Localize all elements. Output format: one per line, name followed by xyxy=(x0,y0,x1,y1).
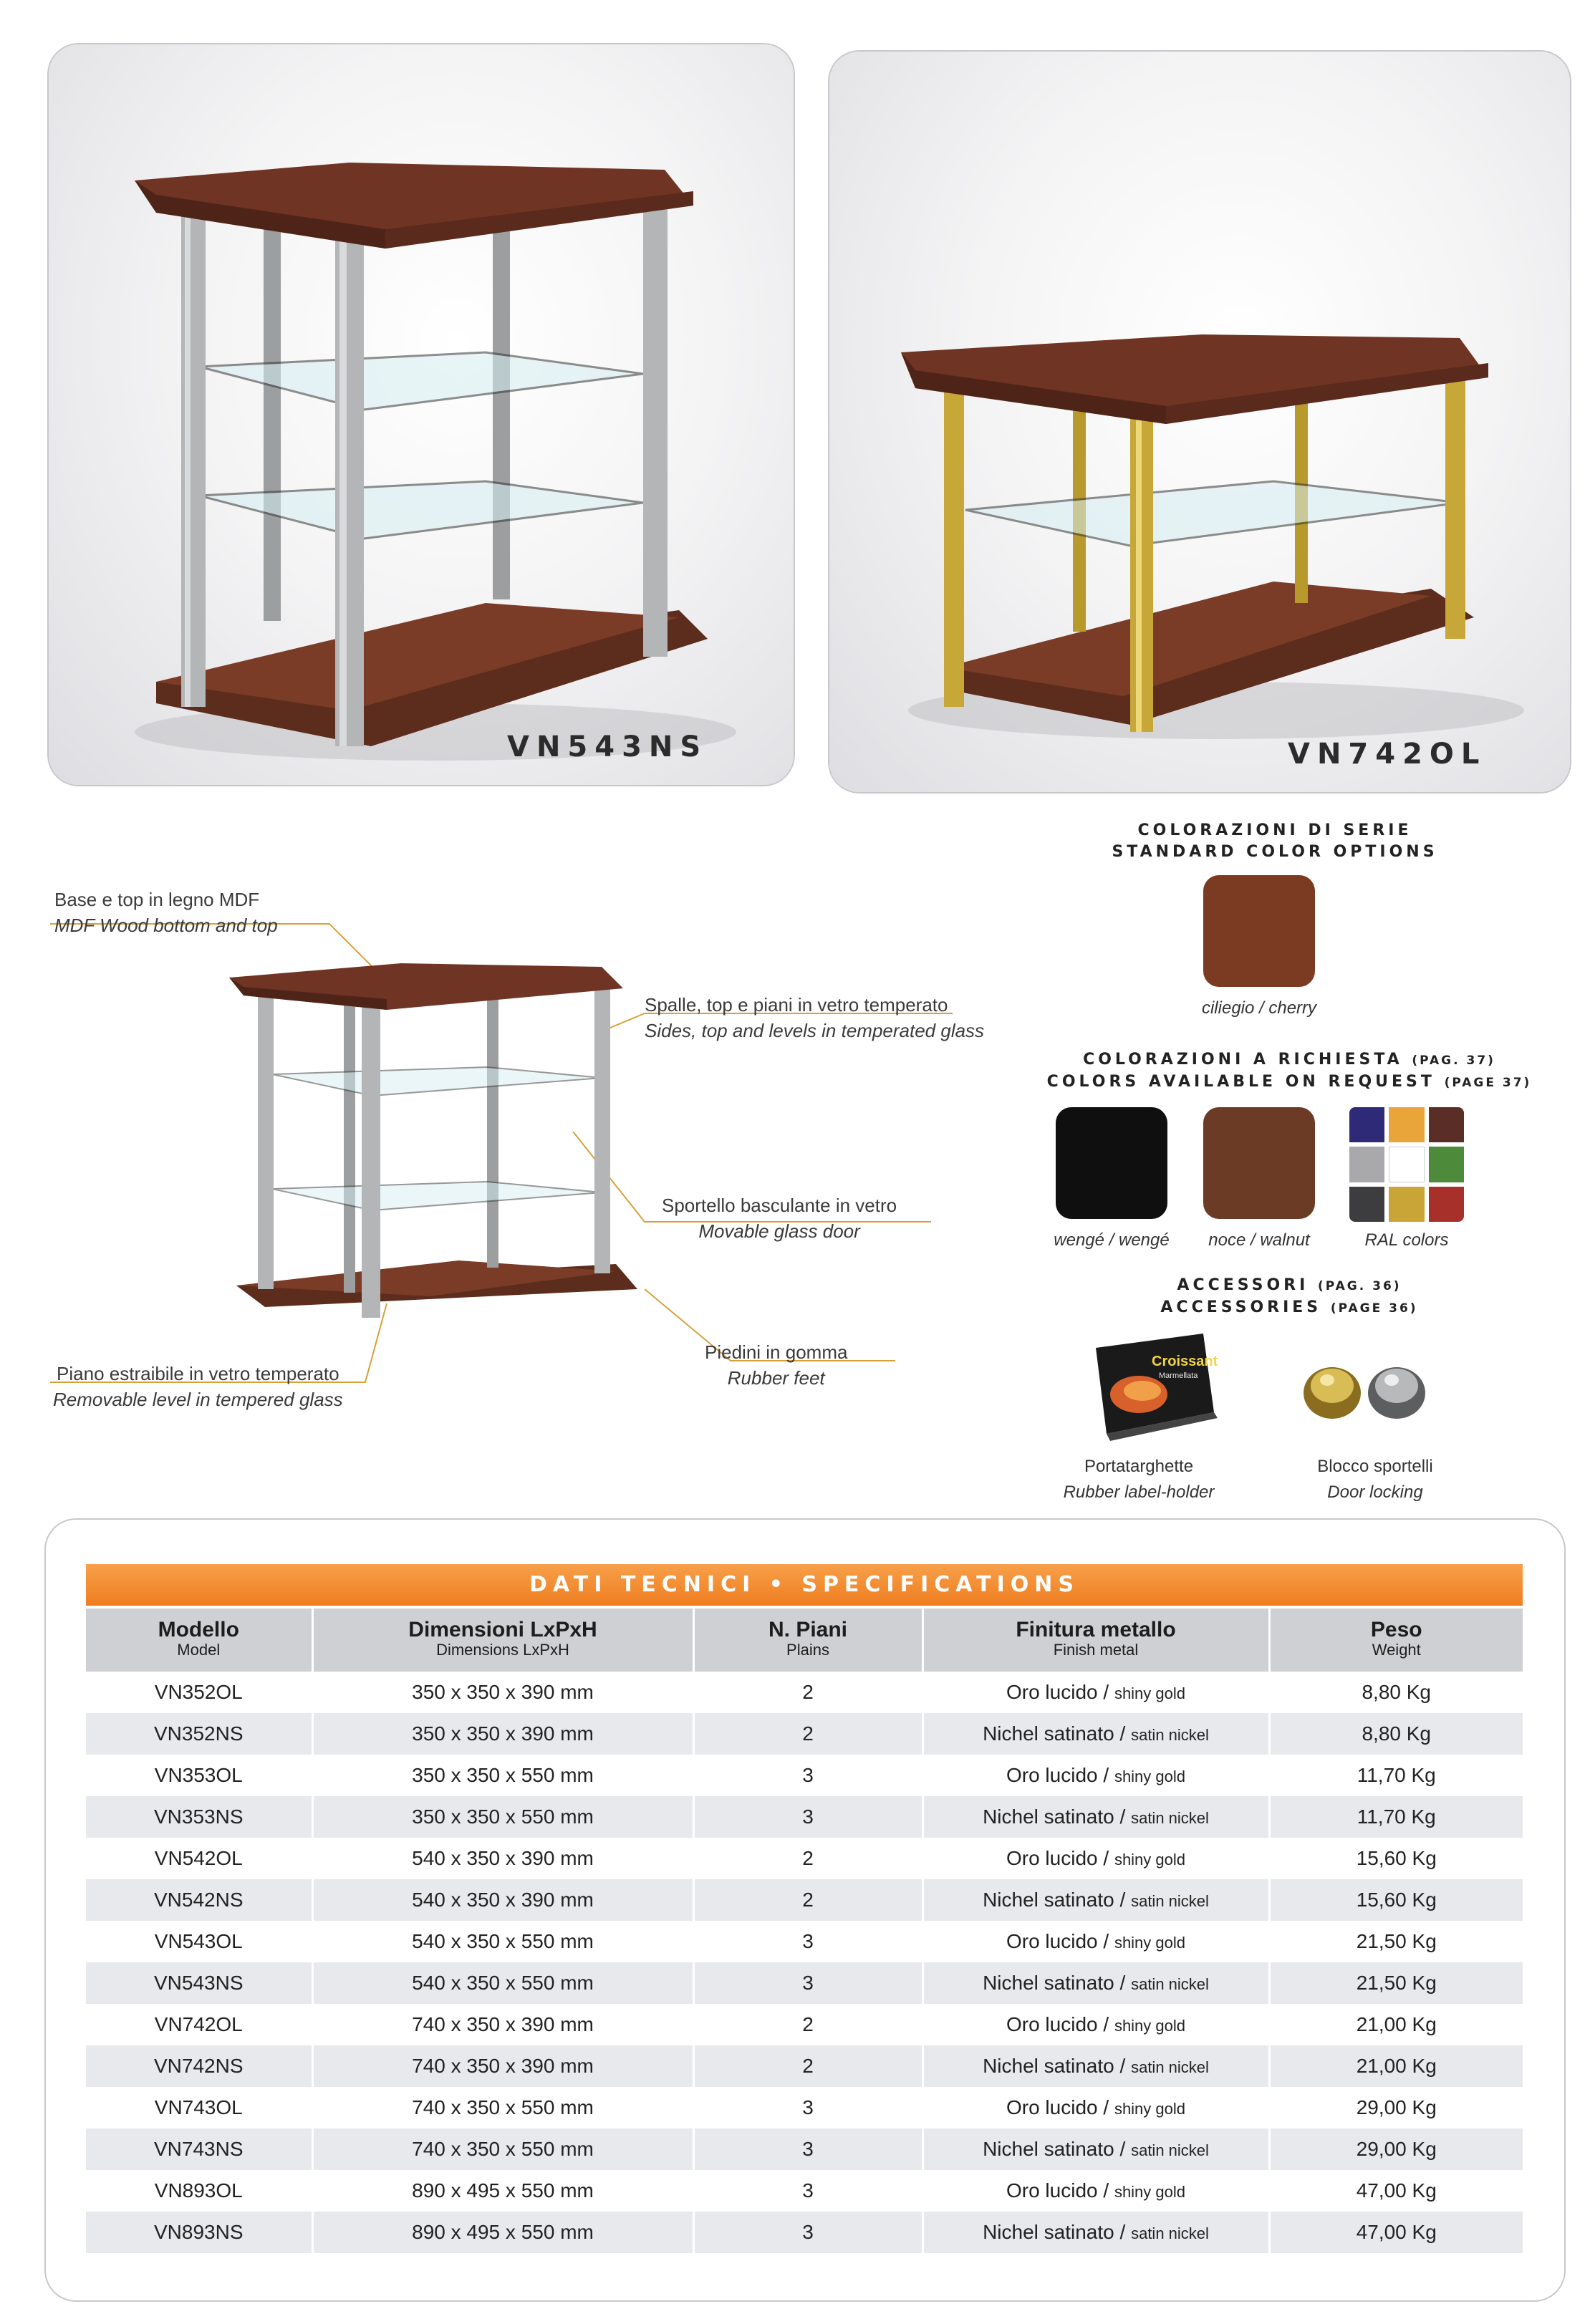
finish-en: shiny gold xyxy=(1114,2017,1186,2035)
finish-cell xyxy=(922,2170,1269,2212)
table-row xyxy=(86,1962,1523,2004)
table-row xyxy=(86,2170,1523,2212)
ral-color-cell xyxy=(1429,1147,1464,1183)
model-cell: VN543NS xyxy=(86,1962,312,2004)
heading-it-page: (PAG. 36) xyxy=(1317,1279,1402,1293)
accessory-name-en: Rubber label-holder xyxy=(1063,1482,1215,1502)
weight-cell: 21,00 Kg xyxy=(1356,2013,1437,2035)
finish-separator: / xyxy=(1114,1722,1132,1745)
accessory-name-it: Portatarghette xyxy=(1084,1457,1194,1476)
color-swatch-walnut xyxy=(1203,1107,1315,1219)
heading-it: ACCESSORI xyxy=(1177,1276,1309,1294)
table-row xyxy=(86,2212,1523,2253)
finish-separator: / xyxy=(1114,1972,1132,1994)
finish-it: Oro lucido xyxy=(1006,2013,1098,2035)
weight-cell: 47,00 Kg xyxy=(1269,2212,1523,2253)
column-header-dimensions xyxy=(312,1609,693,1672)
finish-it: Nichel satinato xyxy=(983,2055,1114,2077)
weight-cell: 29,00 Kg xyxy=(1269,2128,1523,2170)
weight-cell: 8,80 Kg xyxy=(1269,1713,1523,1755)
finish-it: Oro lucido xyxy=(1006,2096,1098,2118)
weight-cell: 8,80 Kg xyxy=(1362,1681,1432,1703)
callout-text-en: Rubber feet xyxy=(727,1367,825,1389)
header-it: Modello xyxy=(158,1618,239,1641)
callout-text-en: Sides, top and levels in temperated glass xyxy=(645,1020,985,1041)
ral-color-cell xyxy=(1389,1187,1424,1222)
finish-it: Nichel satinato xyxy=(983,1972,1114,1994)
heading-en: STANDARD COLOR OPTIONS xyxy=(1112,843,1438,861)
table-row xyxy=(86,2004,1523,2045)
header-it: Finitura metallo xyxy=(1016,1618,1176,1641)
header-en: Dimensions LxPxH xyxy=(436,1641,569,1659)
header-it: Dimensioni LxPxH xyxy=(408,1618,597,1641)
finish-en: shiny gold xyxy=(1114,2100,1186,2118)
finish-it: Nichel satinato xyxy=(983,1722,1114,1745)
swatch-label: RAL colors xyxy=(1364,1230,1449,1250)
product-card-vn543ns xyxy=(47,43,795,786)
finish-it: Oro lucido xyxy=(1006,1764,1098,1786)
callout-door xyxy=(662,1192,897,1244)
display-case-image xyxy=(49,44,794,785)
finish-separator: / xyxy=(1097,1847,1114,1869)
levels-cell: 2 xyxy=(693,2004,922,2045)
header-en: Model xyxy=(177,1641,221,1659)
callout-text-en: Removable level in tempered glass xyxy=(53,1389,343,1410)
model-cell: VN352NS xyxy=(86,1713,312,1755)
callout-text-en: MDF Wood bottom and top xyxy=(54,915,278,936)
swatch-label: wengé / wengé xyxy=(1054,1230,1170,1250)
finish-en: shiny gold xyxy=(1114,1934,1186,1952)
finish-cell xyxy=(922,2087,1269,2128)
column-header-levels xyxy=(693,1609,922,1672)
accessory-door-locking xyxy=(1268,1454,1483,1505)
ral-color-cell xyxy=(1349,1147,1384,1183)
header-it: N. Piani xyxy=(768,1618,848,1641)
dimensions-cell: 350 x 350 x 390 mm xyxy=(312,1713,693,1755)
model-cell: VN742NS xyxy=(86,2045,312,2087)
finish-en: satin nickel xyxy=(1131,1892,1209,1910)
levels-cell: 3 xyxy=(693,1921,922,1962)
table-row xyxy=(86,1755,1523,1796)
color-swatch-ral-grid xyxy=(1349,1107,1464,1222)
table-row xyxy=(86,2128,1523,2170)
finish-it: Nichel satinato xyxy=(983,1805,1114,1828)
model-cell: VN353OL xyxy=(86,1755,312,1796)
levels-cell: 3 xyxy=(693,2212,922,2253)
table-row xyxy=(86,2087,1523,2128)
heading-it-page: (PAG. 37) xyxy=(1412,1053,1495,1068)
finish-cell xyxy=(922,1879,1269,1921)
levels-cell: 2 xyxy=(693,1838,922,1879)
weight-cell: 47,00 Kg xyxy=(1356,2179,1437,2202)
model-label: VN742OL xyxy=(1288,738,1487,771)
header-en: Weight xyxy=(1372,1641,1421,1659)
heading-en: ACCESSORIES xyxy=(1160,1298,1322,1316)
callout-text-it: Piedini in gomma xyxy=(705,1341,848,1363)
callout-base xyxy=(54,887,278,938)
table-header-row xyxy=(86,1609,1523,1672)
finish-cell xyxy=(922,2045,1269,2087)
callout-text-it: Base e top in legno MDF xyxy=(54,889,260,910)
callout-text-it: Sportello basculante in vetro xyxy=(662,1195,897,1216)
dimensions-cell: 540 x 350 x 550 mm xyxy=(312,1921,693,1962)
finish-it: Nichel satinato xyxy=(983,1889,1114,1911)
finish-it: Nichel satinato xyxy=(983,2221,1114,2243)
finish-cell xyxy=(922,1921,1269,1962)
heading-en: COLORS AVAILABLE ON REQUEST xyxy=(1046,1073,1435,1091)
table-row xyxy=(86,1713,1523,1755)
specifications-title: DATI TECNICI • SPECIFICATIONS xyxy=(86,1564,1523,1606)
finish-en: satin nickel xyxy=(1131,2224,1209,2242)
weight-cell: 15,60 Kg xyxy=(1356,1847,1437,1869)
model-cell: VN352OL xyxy=(86,1672,312,1713)
model-cell: VN542OL xyxy=(86,1838,312,1879)
levels-cell: 3 xyxy=(693,2170,922,2212)
header-it: Peso xyxy=(1370,1618,1422,1641)
finish-separator: / xyxy=(1097,2096,1114,2118)
dimensions-cell: 540 x 350 x 390 mm xyxy=(312,1879,693,1921)
ral-color-cell xyxy=(1349,1187,1384,1222)
finish-it: Oro lucido xyxy=(1006,2179,1098,2202)
finish-en: satin nickel xyxy=(1131,1975,1209,1993)
table-row xyxy=(86,1879,1523,1921)
request-colors-heading xyxy=(1003,1049,1576,1094)
finish-separator: / xyxy=(1097,1764,1114,1786)
dimensions-cell: 740 x 350 x 550 mm xyxy=(312,2087,693,2128)
model-label: VN543NS xyxy=(507,731,708,763)
heading-en-page: (PAGE 36) xyxy=(1330,1301,1418,1316)
finish-it: Oro lucido xyxy=(1006,1847,1098,1869)
weight-cell: 11,70 Kg xyxy=(1357,1764,1436,1786)
product-card-vn742ol xyxy=(828,50,1571,794)
label-holder-image xyxy=(1081,1326,1225,1441)
dimensions-cell: 540 x 350 x 550 mm xyxy=(312,1962,693,2004)
table-row xyxy=(86,1838,1523,1879)
weight-cell: 11,70 Kg xyxy=(1269,1796,1523,1838)
dimensions-cell: 740 x 350 x 550 mm xyxy=(312,2128,693,2170)
levels-cell: 3 xyxy=(693,1755,922,1796)
dimensions-cell: 350 x 350 x 390 mm xyxy=(312,1672,693,1713)
accessory-label-holder xyxy=(1031,1454,1246,1505)
levels-cell: 3 xyxy=(693,1962,922,2004)
model-cell: VN353NS xyxy=(86,1796,312,1838)
dimensions-cell: 350 x 350 x 550 mm xyxy=(312,1755,693,1796)
levels-cell: 2 xyxy=(693,1879,922,1921)
swatch-label: noce / walnut xyxy=(1208,1230,1310,1250)
ral-color-cell xyxy=(1429,1107,1464,1142)
finish-separator: / xyxy=(1097,1681,1114,1703)
swatch-label: ciliegio / cherry xyxy=(1201,998,1317,1018)
callout-text-it: Piano estraibile in vetro temperato xyxy=(57,1363,339,1384)
levels-cell: 2 xyxy=(693,1672,922,1713)
callout-text-it: Spalle, top e piani in vetro temperato xyxy=(645,994,948,1016)
finish-cell xyxy=(922,1796,1269,1838)
levels-cell: 3 xyxy=(693,2087,922,2128)
dimensions-cell: 890 x 495 x 550 mm xyxy=(312,2170,693,2212)
color-swatch-cherry xyxy=(1203,875,1315,987)
weight-cell: 29,00 Kg xyxy=(1356,2096,1437,2118)
finish-cell xyxy=(922,1672,1269,1713)
finish-cell xyxy=(922,1962,1269,2004)
finish-cell xyxy=(922,1713,1269,1755)
model-cell: VN742OL xyxy=(86,2004,312,2045)
levels-cell: 3 xyxy=(693,1796,922,1838)
heading-it: COLORAZIONI DI SERIE xyxy=(1137,821,1412,839)
finish-en: satin nickel xyxy=(1131,1809,1209,1827)
weight-cell: 21,50 Kg xyxy=(1356,1930,1437,1952)
heading-en-page: (PAGE 37) xyxy=(1444,1076,1532,1090)
finish-cell xyxy=(922,2212,1269,2253)
table-row xyxy=(86,1672,1523,1713)
color-swatch-wenge xyxy=(1056,1107,1167,1219)
finish-separator: / xyxy=(1097,2179,1114,2202)
finish-it: Nichel satinato xyxy=(983,2138,1114,2160)
finish-en: shiny gold xyxy=(1114,2183,1186,2201)
finish-separator: / xyxy=(1114,2221,1132,2243)
specifications-table xyxy=(86,1609,1523,2253)
finish-separator: / xyxy=(1114,2138,1132,2160)
finish-cell xyxy=(922,1755,1269,1796)
model-cell: VN542NS xyxy=(86,1879,312,1921)
dimensions-cell: 740 x 350 x 390 mm xyxy=(312,2004,693,2045)
table-row xyxy=(86,1796,1523,1838)
heading-it: COLORAZIONI A RICHIESTA xyxy=(1083,1051,1403,1069)
finish-en: satin nickel xyxy=(1131,2141,1209,2159)
finish-en: satin nickel xyxy=(1131,1726,1209,1744)
ral-color-cell xyxy=(1389,1107,1424,1142)
finish-separator: / xyxy=(1114,1805,1132,1828)
standard-colors-heading xyxy=(1089,820,1461,863)
table-row xyxy=(86,2045,1523,2087)
finish-cell xyxy=(922,1838,1269,1879)
callout-text-en: Movable glass door xyxy=(698,1220,860,1242)
finish-separator: / xyxy=(1114,1889,1132,1911)
weight-cell: 21,50 Kg xyxy=(1269,1962,1523,2004)
finish-cell xyxy=(922,2004,1269,2045)
levels-cell: 2 xyxy=(693,1713,922,1755)
dimensions-cell: 350 x 350 x 550 mm xyxy=(312,1796,693,1838)
dimensions-cell: 540 x 350 x 390 mm xyxy=(312,1838,693,1879)
ral-color-cell xyxy=(1349,1107,1384,1142)
model-cell: VN543OL xyxy=(86,1921,312,1962)
levels-cell: 2 xyxy=(693,2045,922,2087)
table-row xyxy=(86,1921,1523,1962)
levels-cell: 3 xyxy=(693,2128,922,2170)
weight-cell: 21,00 Kg xyxy=(1269,2045,1523,2087)
model-cell: VN743OL xyxy=(86,2087,312,2128)
ral-color-cell xyxy=(1429,1187,1464,1222)
display-case-image xyxy=(829,52,1570,792)
door-lock-image xyxy=(1300,1357,1429,1422)
column-header-weight xyxy=(1269,1609,1523,1672)
finish-separator: / xyxy=(1114,2055,1132,2077)
callout-sides xyxy=(645,992,984,1043)
callout-level xyxy=(53,1361,343,1412)
accessory-name-it: Blocco sportelli xyxy=(1317,1457,1433,1476)
header-en: Finish metal xyxy=(1053,1641,1139,1659)
model-cell: VN893NS xyxy=(86,2212,312,2253)
dimensions-cell: 890 x 495 x 550 mm xyxy=(312,2212,693,2253)
finish-en: shiny gold xyxy=(1114,1768,1186,1785)
dimensions-cell: 740 x 350 x 390 mm xyxy=(312,2045,693,2087)
column-header-model xyxy=(86,1609,312,1672)
column-header-finish xyxy=(922,1609,1269,1672)
model-cell: VN743NS xyxy=(86,2128,312,2170)
ral-color-cell xyxy=(1389,1147,1424,1183)
finish-en: shiny gold xyxy=(1114,1684,1186,1702)
finish-en: satin nickel xyxy=(1131,2058,1209,2076)
finish-separator: / xyxy=(1097,2013,1114,2035)
header-en: Plains xyxy=(786,1641,829,1659)
finish-cell xyxy=(922,2128,1269,2170)
finish-separator: / xyxy=(1097,1930,1114,1952)
callout-feet xyxy=(705,1339,847,1391)
finish-it: Oro lucido xyxy=(1006,1681,1098,1703)
model-cell: VN893OL xyxy=(86,2170,312,2212)
finish-en: shiny gold xyxy=(1114,1851,1186,1869)
accessories-heading xyxy=(1039,1275,1540,1319)
sign-title-text: Croissant xyxy=(1152,1354,1218,1369)
accessory-name-en: Door locking xyxy=(1327,1482,1423,1502)
weight-cell: 15,60 Kg xyxy=(1269,1879,1523,1921)
finish-it: Oro lucido xyxy=(1006,1930,1098,1952)
sign-subtitle-text: Marmellata xyxy=(1159,1371,1198,1380)
